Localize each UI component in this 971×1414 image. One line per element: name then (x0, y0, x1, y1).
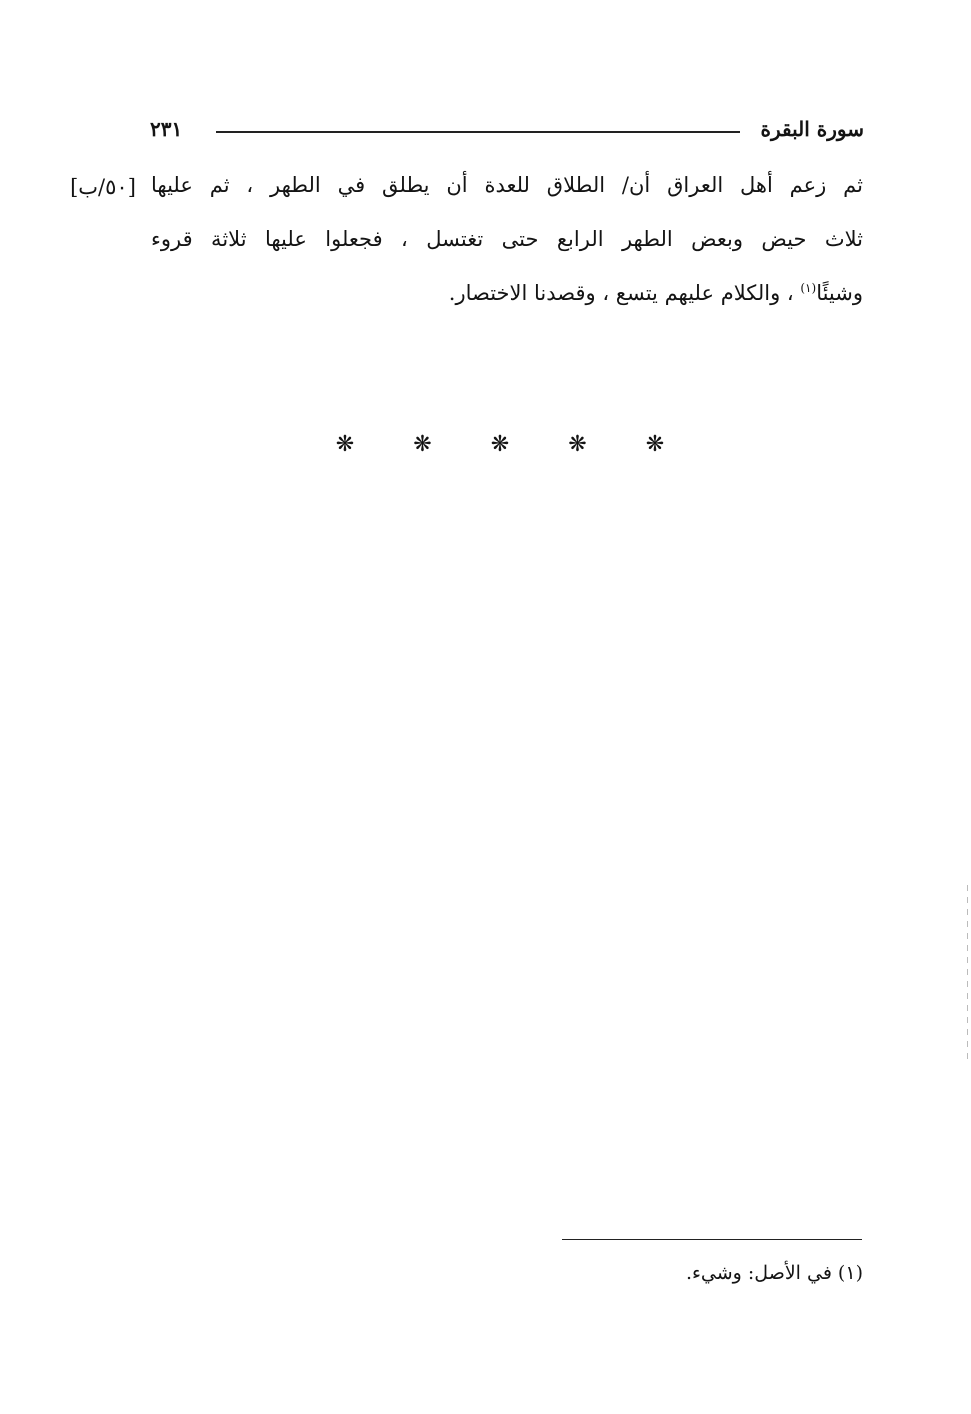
footnote-rule (562, 1239, 862, 1240)
footnote: (١) في الأصل: وشيء. (685, 1262, 863, 1284)
page-number: ٢٣١ (150, 117, 183, 141)
header-rule (216, 131, 740, 133)
separator-star-icon: ❋ (645, 432, 665, 457)
page-header (150, 112, 864, 146)
footnote-reference: (١) (800, 281, 817, 295)
text-line-3 (151, 276, 863, 330)
separator-star-icon: ❋ (490, 432, 510, 457)
chapter-title: سورة البقرة (760, 117, 864, 141)
text-line-3-start: وشيئًا (816, 281, 863, 305)
text-line-3-end: ، والكلام عليهم يتسع ، وقصدنا الاختصار. (448, 281, 794, 305)
text-line-1: ثم زعم أهل العراق أن/ الطلاق للعدة أن يطلق في الطهر ، ثم عليها (151, 173, 863, 197)
separator-star-icon: ❋ (568, 432, 587, 457)
section-separator (330, 425, 670, 465)
body-paragraph (151, 168, 863, 330)
manuscript-folio-marker: [٥٠/ب] (70, 175, 136, 199)
separator-star-icon: ❋ (335, 432, 355, 457)
text-line-2: ثلاث حيض وبعض الطهر الرابع حتى تغتسل ، فجعلوا عليها ثلاثة قروء (151, 227, 863, 251)
separator-star-icon: ❋ (413, 432, 432, 457)
scan-edge-mark (967, 885, 968, 1065)
